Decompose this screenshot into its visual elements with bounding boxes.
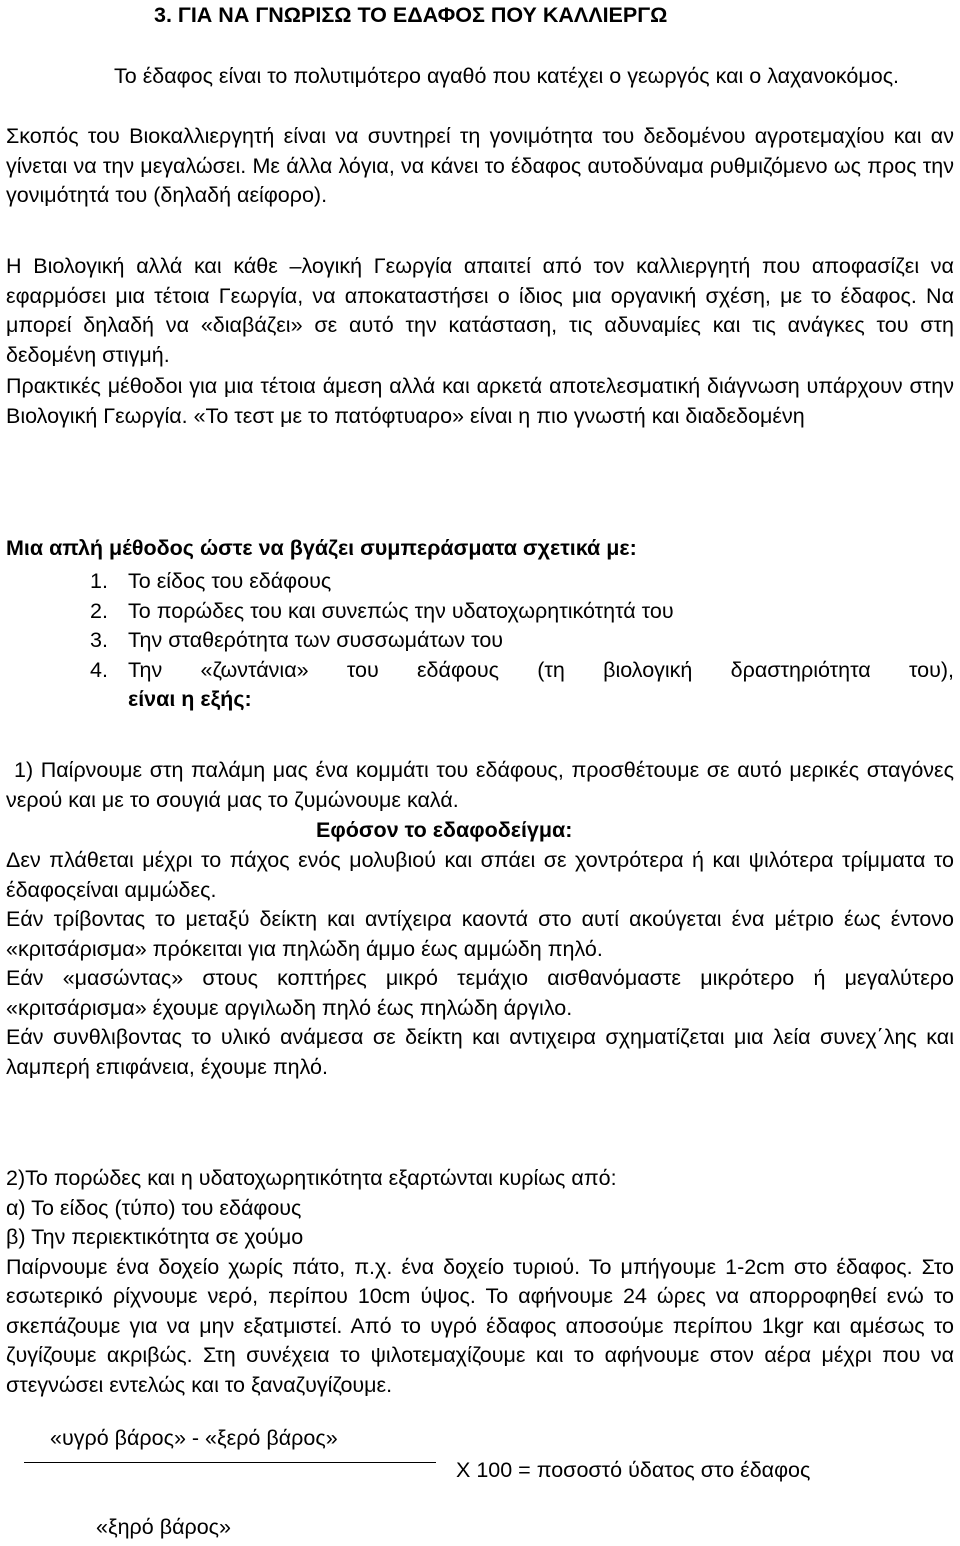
list-item-text: Την σταθερότητα των συσσωμάτων του (128, 628, 504, 652)
formula-numerator: «υγρό βάρος» - «ξερό βάρος» (50, 1426, 338, 1450)
step-2-item-a: α) Το είδος (τύπο) του εδάφους (6, 1195, 302, 1220)
list-item (90, 656, 954, 686)
list-item-number: 1. (90, 569, 108, 593)
method-heading: Μια απλή μέθοδος ώστε να βγάζει συμπεράσματα σχετικά με: (6, 536, 637, 560)
list-item-number: 2. (90, 598, 108, 623)
intro-paragraph-3: Η Βιολογική αλλά και κάθε –λογική Γεωργία απαιτεί από τον καλλιεργητή που αποφασίζει να εφαρμόσει μια τέτοια Γεωργία, να αποκαταστήσει ο ίδιος μια οργανική σχέση, με το έδαφος. Να μπορεί δηλαδή να «διαβάζει» σε αυτό την κατάσταση, τις αδυναμίες και τις ανάγκες του στη δεδομένη στιγμή. (6, 254, 954, 367)
description-line: Εάν «μασώντας» στους κοπτήρες μικρό τεμάχιο αισθανόμαστε μικρότερο ή μεγαλύτερο «κριτσάρισμα» έχουμε αργιλωδη πηλό έως πηλώδη άργιλο. (6, 966, 954, 1020)
intro-paragraph-4: Πρακτικές μέθοδοι για μια τέτοια άμεση αλλά και αρκετά αποτελεσματική διάγνωση υπάρχουν στην Βιολογική Γεωργία. «Το τεστ με το πατόφτυαρο» είναι η πιο γνωστή και διαδεδομένη (6, 374, 954, 428)
formula-denominator: «ξηρό βάρος» (96, 1515, 232, 1539)
method-list (90, 567, 954, 715)
description-line: Εάν συνθλιβοντας το υλικό ανάμεσα σε δείκτη και αντιχειρα σχηματίζεται μια λεία συνεχ΄λης και λαμπερή επιφάνεια, έχουμε πηλό. (6, 1025, 954, 1079)
soil-type-descriptions (6, 846, 954, 1082)
method-continuation: είναι η εξής: (128, 687, 252, 711)
step-2-section (6, 1164, 954, 1400)
step-1-paragraph (6, 756, 954, 815)
step-2-item-b: β) Την περιεκτικότητα σε χούμο (6, 1225, 304, 1249)
list-item (90, 567, 954, 597)
list-item (90, 597, 954, 627)
fraction-bar (24, 1462, 436, 1463)
step-2-heading: 2)Το πορώδες και η υδατοχωρητικότητα εξαρτώνται κυρίως από: (6, 1166, 617, 1190)
step-2-text: Παίρνουμε ένα δοχείο χωρίς πάτο, π.χ. ένα δοχείο τυριού. Το μπήγουμε 1-2cm στο έδαφος. Στο εσωτερικό ρίχνουμε νερό, περίπου 10cm ύψος. Το αφήνουμε 24 ώρες να απορροφηθεί ενώ το σκεπάζουμε για να μην εξατμιστεί. Από το υγρό έδαφος αποσούμε περίπου 1kgr και αμέσως το ζυγίζουμε ακριβώς. Στη συνέχεια το ψιλοτεμαχίζουμε και το αφήνουμε στον αέρα μέχρι που να στεγνώσει εντελώς και το ξαναζυγίζουμε. (6, 1254, 954, 1397)
list-item (90, 626, 954, 656)
page-title: 3. ΓΙΑ ΝΑ ΓΝΩΡΙΣΩ ΤΟ ΕΔΑΦΟΣ ΠΟΥ ΚΑΛΛΙΕΡΓΩ (154, 3, 668, 27)
list-item-text: Το πορώδες του και συνεπώς την υδατοχωρητικότητά του (128, 598, 674, 623)
list-item-number: 4. (90, 657, 108, 682)
list-item-text: Το είδος του εδάφους (128, 569, 332, 593)
formula-result: Χ 100 = ποσοστό ύδατος στο έδαφος (456, 1458, 811, 1482)
description-line: Δεν πλάθεται μέχρι το πάχος ενός μολυβιού και σπάει σε χοντρότερα ή και ψιλότερα τρίμματα το έδαφοςείναι αμμώδες. (6, 848, 954, 902)
intro-paragraph-2: Σκοπός του Βιοκαλλιεργητή είναι να συντηρεί τη γονιμότητα του δεδομένου αγροτεμαχίου και αν γίνεται να την μεγαλώσει. Με άλλα λόγια, να κάνει το έδαφος αυτοδύναμα ρυθμιζόμενο ως προς την γονιμότητά του (δηλαδή αείφορο). (6, 124, 954, 207)
description-line: Εάν τρίβοντας το μεταξύ δείκτη και αντίχειρα καοντά στο αυτί ακούγεται ένα μέτριο έως έντονο «κριτσάρισμα» πρόκειται για πηλώδη άμμο έως αμμώδη πηλό. (6, 907, 954, 961)
intro-paragraph-1: Το έδαφος είναι το πολυτιμότερο αγαθό που κατέχει ο γεωργός και ο λαχανοκόμος. (114, 64, 900, 88)
list-item-number: 3. (90, 628, 108, 652)
list-item-text: Την «ζωντάνια» του εδάφους (τη βιολογική δραστηριότητα του), (128, 657, 954, 682)
step-1-text: 1) Παίρνουμε στη παλάμη μας ένα κομμάτι του εδάφους, προσθέτουμε σε αυτό μερικές σταγόνες νερού και με το σουγιά μας το ζυμώνουμε καλά. (6, 758, 954, 812)
step-1-subheading: Εφόσον το εδαφοδείγμα: (316, 818, 573, 842)
